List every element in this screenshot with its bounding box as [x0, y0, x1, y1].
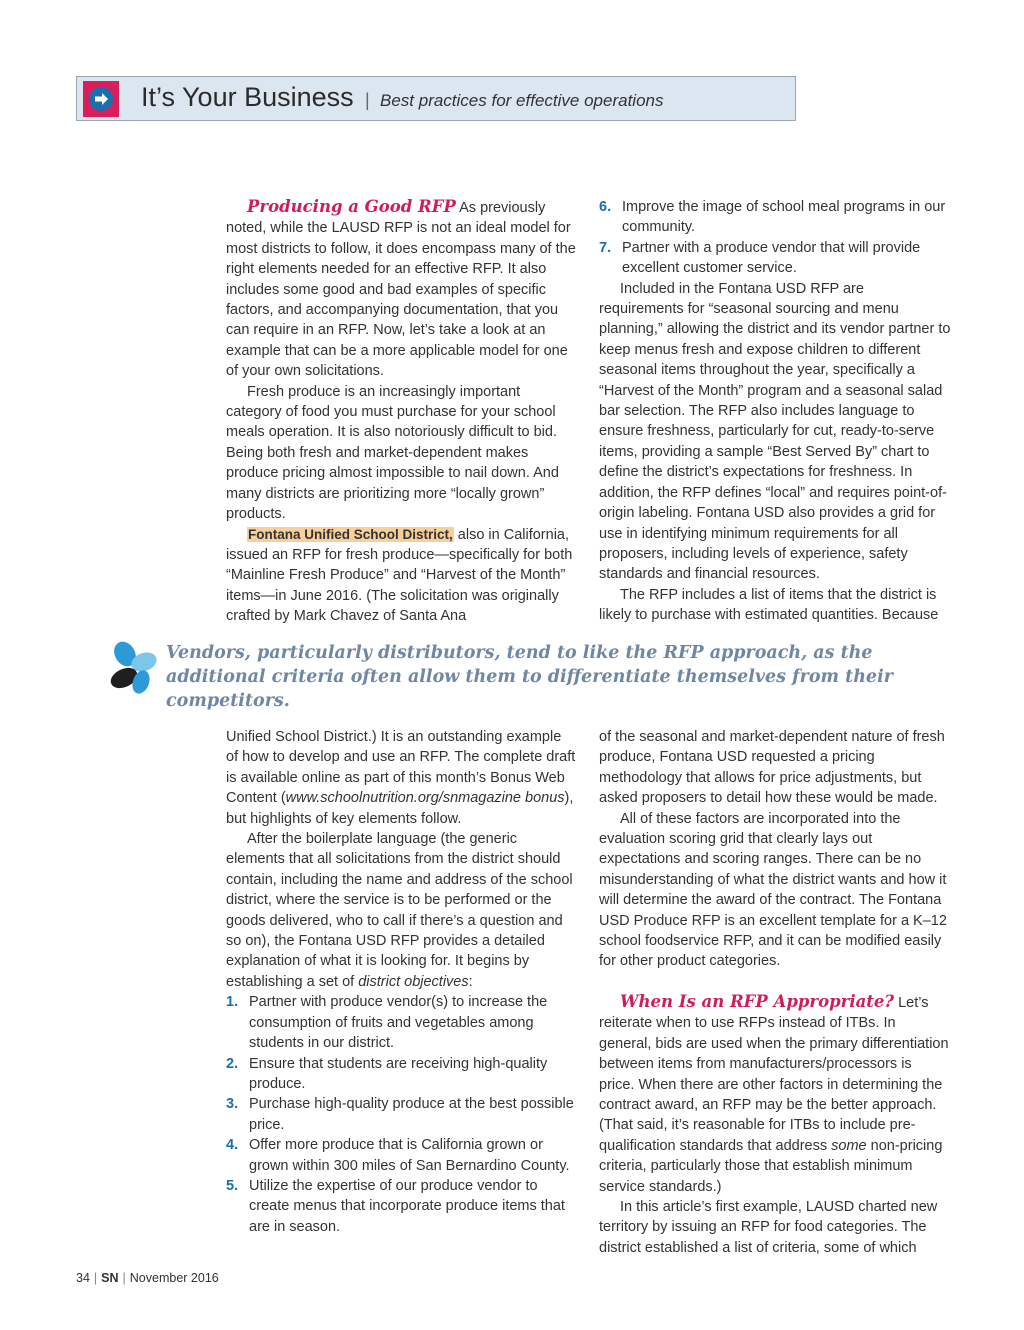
paragraph — [226, 727, 576, 829]
column-left-bottom — [226, 727, 576, 1237]
list-text: Utilize the expertise of our produce vendor to create menus that incorporate produce items that are in season. — [249, 1177, 565, 1235]
paragraph-text: : — [468, 973, 473, 990]
paragraph — [226, 525, 576, 627]
paragraph-text: Let’s reiterate when to use RFPs instead of ITBs. In general, bids are used when the primary differentiation between items from manufacturers/processors is price. When there are other factors in determining the contract award, an RFP may be the better approach. (That said, it’s reasonable for ITBs to include pre-qualification standards that address — [599, 994, 949, 1154]
list-number: 4. — [226, 1137, 239, 1154]
column-right-top — [599, 197, 951, 626]
list-number: 3. — [226, 1096, 239, 1113]
list-item — [226, 992, 576, 1053]
list-text: Partner with a produce vendor that will provide excellent customer service. — [622, 239, 921, 277]
issue-date: November 2016 — [129, 1271, 219, 1285]
paragraph: Fresh produce is an increasingly important category of food you must purchase for your school meals operation. It is also notoriously difficult to bid. Being both fresh and market-dependent makes produce pricing almost impossible to nail down. And many districts are prioritizing more “locally grown” products. — [226, 383, 559, 523]
column-right-bottom — [599, 727, 951, 1258]
page-footer — [76, 1271, 219, 1285]
paragraph: Included in the Fontana USD RFP are requirements for “seasonal sourcing and menu planning,” allowing the district and its vendor partner to keep menus fresh and expose children to different seasonal items throughout the year, specifically a “Harvest of the Month” program and a seasonal salad bar selection. The RFP also includes language to ensure freshness, particularly for cut, ready-to-serve items, providing a sample “Best Served By” chart to define the district’s expectations for freshness. In addition, the RFP defines “local” and requires point-of-origin labeling. Fontana USD also provides a grid for use in identifying minimum requirements for all proposers, including levels of experience, safety standards and financial resources. — [599, 280, 951, 583]
paragraph: All of these factors are incorporated into the evaluation scoring grid that clearly lays out expectations and scoring ranges. There can be no misunderstanding of what the district wants and how it will determine the award of the contract. The Fontana USD Produce RFP is an excellent template for a K–12 school foodservice RFP, and it can be modified easily for other product categories. — [599, 810, 947, 970]
paragraph-text: As previously noted, while the LAUSD RFP is not an ideal model for most districts to follow, it does encompass many of the right elements needed for an effective RFP. It also includes some good and bad examples of specific factors, and accompanying documentation, that you can require in an RFP. Now, let’s take a look at an example that can be a more applicable model for one of your own solicitations. — [226, 200, 576, 380]
list-item — [226, 1135, 576, 1176]
footer-separator: | — [122, 1271, 126, 1285]
spacer — [599, 972, 951, 992]
section-header — [76, 76, 796, 121]
page-number: 34 — [76, 1271, 90, 1285]
paragraph — [226, 197, 576, 382]
list-item — [599, 197, 951, 238]
footer-separator: | — [93, 1271, 98, 1285]
subhead-when-rfp: When Is an RFP Appropriate? — [620, 991, 895, 1011]
objectives-list-continued — [599, 197, 951, 279]
paragraph — [226, 829, 576, 992]
paragraph-text: After the boilerplate language (the generic elements that all solicitations from the district should contain, including the name and address of the school district, where the service is to be performed or the goods delivered, who to call if there’s a question and so on), the Fontana USD RFP provides a detailed explanation of what it is looking for. It begins by establishing a set of — [226, 831, 573, 990]
list-number: 1. — [226, 994, 239, 1011]
arrow-right-icon — [83, 81, 119, 117]
section-title: It’s Your Business — [141, 82, 354, 112]
bonus-content-link[interactable]: www.schoolnutrition.org/snmagazine bonus — [285, 790, 565, 807]
highlighted-district-name: Fontana Unified School District, — [248, 526, 453, 542]
objectives-list — [226, 992, 576, 1237]
paragraph-text: Unified School District.) It is an outstanding example of how to develop and use an RFP. The complete draft is available online as part of this month’s Bonus Web Content ( — [226, 729, 576, 807]
list-number: 5. — [226, 1177, 239, 1194]
paragraph: The RFP includes a list of items that the district is likely to purchase with estimated quantities. Because — [599, 586, 939, 624]
paragraph — [599, 992, 951, 1197]
paragraph: In this article’s first example, LAUSD charted new territory by issuing an RFP for food categories. The district established a list of criteria, some of which — [599, 1198, 938, 1256]
paragraph-text: non-pricing criteria, particularly those that establish minimum service standards.) — [599, 1137, 943, 1195]
list-item — [599, 238, 951, 279]
magazine-name: SN — [101, 1271, 119, 1285]
subhead-producing-rfp: Producing a Good RFP — [247, 197, 456, 216]
emphasis-text: district objectives — [358, 973, 469, 990]
list-number: 2. — [226, 1055, 239, 1072]
list-item — [226, 1176, 576, 1237]
list-number: 6. — [599, 199, 612, 215]
emphasis-text: some — [831, 1137, 867, 1154]
list-item — [226, 1094, 576, 1135]
list-number: 7. — [599, 239, 612, 256]
list-text: Purchase high-quality produce at the best possible price. — [249, 1096, 574, 1133]
list-text: Partner with produce vendor(s) to increase the consumption of fruits and vegetables among students in our district. — [249, 994, 548, 1052]
paragraph: of the seasonal and market-dependent nature of fresh produce, Fontana USD requested a pricing methodology that allows for price adjustments, but asked proposers to detail how these would be made. — [599, 729, 945, 807]
column-left-top — [226, 197, 576, 627]
pinwheel-icon — [108, 640, 160, 696]
paragraph-text: ), but highlights of key elements follow. — [226, 790, 574, 827]
list-text: Improve the image of school meal programs in our community. — [622, 199, 946, 236]
pull-quote: Vendors, particularly distributors, tend to like the RFP approach, as the additional criteria often allow them to differentiate themselves from their competitors. — [166, 643, 893, 711]
list-item — [226, 1054, 576, 1095]
paragraph-text: also in California, issued an RFP for fresh produce—specifically for both “Mainline Fresh Produce” and “Harvest of the Month” items—in June 2016. (The solicitation was originally crafted by Mark Chavez of Santa Ana — [226, 526, 573, 625]
list-text: Ensure that students are receiving high-quality produce. — [249, 1055, 548, 1092]
list-text: Offer more produce that is California grown or grown within 300 miles of San Bernardino County. — [249, 1137, 570, 1174]
header-separator: | — [365, 90, 370, 110]
section-subtitle: Best practices for effective operations — [380, 91, 664, 110]
